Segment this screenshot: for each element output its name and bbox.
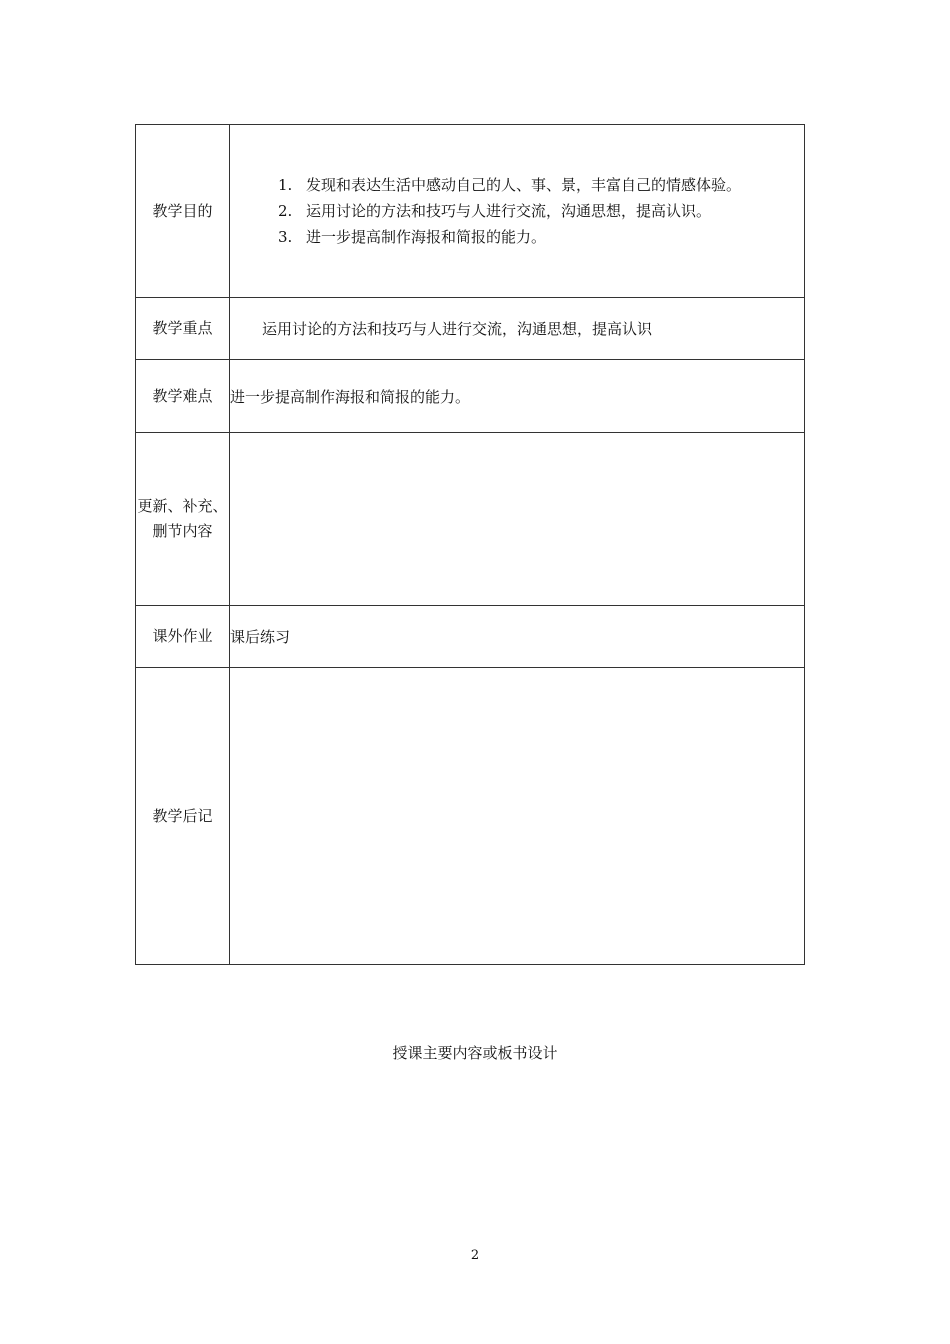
difficulties-cell [230,360,805,433]
homework-cell [230,606,805,668]
key-points-text: 运用讨论的方法和技巧与人进行交流，沟通思想，提高认识 [262,320,653,338]
row-homework [136,606,805,668]
row-difficulties [136,360,805,433]
row-key-points [136,298,805,360]
row-objectives [136,125,805,298]
list-item-text: 进一步提高制作海报和简报的能力。 [306,228,547,246]
row-label: 教学重点 [136,298,230,360]
list-item-text: 发现和表达生活中感动自己的人、事、景，丰富自己的情感体验。 [306,176,742,194]
row-updates [136,433,805,606]
updates-cell [230,433,805,606]
row-label: 课外作业 [136,606,230,668]
list-item [278,224,804,250]
list-item-number: 3. [278,228,293,246]
row-label: 更新、补充、删节内容 [136,433,230,606]
key-points-cell [230,298,805,360]
homework-text: 课后练习 [230,628,291,646]
row-label: 教学后记 [136,668,230,965]
objectives-cell [230,125,805,298]
row-reflection [136,668,805,965]
row-label: 教学难点 [136,360,230,433]
list-item-number: 1. [278,176,293,194]
page-number: 2 [470,1248,480,1263]
lesson-plan-table [135,124,805,965]
row-label: 教学目的 [136,125,230,298]
list-item [278,172,804,198]
list-item [278,198,804,224]
list-item-number: 2. [278,202,293,220]
board-design-title: 授课主要内容或板书设计 [392,1044,558,1062]
objectives-list [230,172,804,250]
reflection-cell [230,668,805,965]
list-item-text: 运用讨论的方法和技巧与人进行交流，沟通思想，提高认识。 [306,202,712,220]
difficulties-text: 进一步提高制作海报和简报的能力。 [230,387,471,406]
